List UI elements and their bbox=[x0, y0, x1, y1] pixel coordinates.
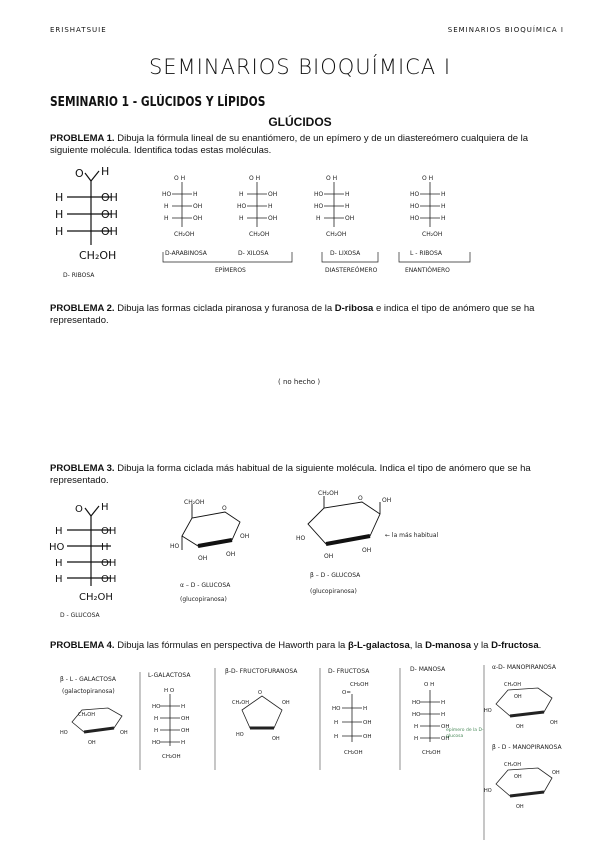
svg-text:HO: HO bbox=[332, 706, 341, 712]
svg-text:CH₂OH: CH₂OH bbox=[162, 754, 181, 760]
svg-text:H: H bbox=[441, 712, 446, 718]
svg-text:HO: HO bbox=[170, 543, 180, 550]
note-l-ribosa: L - RIBOSA bbox=[410, 250, 443, 257]
problem-4-label: PROBLEMA 4. bbox=[50, 640, 115, 651]
note-bl-galactosa: β - L - GALACTOSA bbox=[60, 676, 116, 683]
svg-text:HO: HO bbox=[152, 740, 161, 746]
note-diastereomero: DIASTEREÓMERO bbox=[325, 267, 378, 274]
section-heading: GLÚCIDOS bbox=[268, 115, 332, 129]
svg-text:H: H bbox=[55, 208, 64, 221]
note-d-fructosa: D- FRUCTOSA bbox=[328, 668, 370, 675]
svg-text:CH₂OH: CH₂OH bbox=[422, 231, 443, 238]
problem-4-bold1: β-L-galactosa bbox=[347, 640, 410, 651]
svg-text:OH: OH bbox=[441, 724, 450, 730]
svg-text:H: H bbox=[55, 574, 63, 585]
svg-text:OH: OH bbox=[240, 533, 250, 540]
svg-text:O H: O H bbox=[424, 682, 435, 688]
note-habitual: ← la más habitual bbox=[385, 532, 439, 539]
svg-text:H: H bbox=[316, 215, 321, 222]
header-course: SEMINARIOS BIOQUÍMICA I bbox=[447, 26, 564, 34]
problem-1-label: PROBLEMA 1. bbox=[50, 133, 115, 144]
svg-text:OH: OH bbox=[345, 215, 355, 222]
svg-text:O: O bbox=[75, 504, 83, 515]
note-enantiomero: ENANTIÓMERO bbox=[405, 267, 450, 274]
svg-text:H: H bbox=[181, 740, 186, 746]
svg-text:OH: OH bbox=[552, 770, 560, 776]
svg-text:H: H bbox=[193, 191, 198, 198]
svg-text:O: O bbox=[75, 167, 84, 180]
svg-text:H: H bbox=[181, 704, 186, 710]
svg-text:OH: OH bbox=[101, 208, 118, 221]
sketch-l-galactopyranose bbox=[60, 700, 133, 746]
problem-3-text: Dibuja la forma ciclada más habitual de la siguiente molécula. Indica el tipo de anómero que se ha representado. bbox=[50, 463, 531, 486]
note-d-manosa: D- MANOSA bbox=[410, 666, 446, 673]
svg-text:OH: OH bbox=[193, 215, 203, 222]
svg-text:OH: OH bbox=[550, 720, 558, 726]
svg-text:H: H bbox=[101, 542, 109, 553]
svg-text:O: O bbox=[222, 505, 227, 512]
svg-text:HO: HO bbox=[236, 732, 244, 738]
svg-text:CH₂OH: CH₂OH bbox=[504, 682, 521, 688]
svg-text:CH₂OH: CH₂OH bbox=[78, 712, 95, 718]
svg-text:H: H bbox=[441, 215, 446, 222]
svg-text:H: H bbox=[55, 526, 63, 537]
note-lixosa: D- LIXOSA bbox=[330, 250, 361, 257]
svg-text:H: H bbox=[154, 728, 159, 734]
svg-text:CH₂OH: CH₂OH bbox=[326, 231, 347, 238]
svg-text:CH₂OH: CH₂OH bbox=[422, 750, 441, 756]
svg-text:OH: OH bbox=[268, 191, 278, 198]
svg-text:OH: OH bbox=[101, 558, 117, 569]
svg-text:HO: HO bbox=[237, 203, 247, 210]
svg-text:HO: HO bbox=[152, 704, 161, 710]
svg-text:O H: O H bbox=[326, 175, 338, 182]
svg-text:O H: O H bbox=[422, 175, 434, 182]
note-alpha-sub: (glucopiranosa) bbox=[180, 596, 227, 603]
svg-text:CH₂OH: CH₂OH bbox=[504, 762, 521, 768]
problem-3-label: PROBLEMA 3. bbox=[50, 463, 115, 474]
note-no-hecho: ( no hecho ) bbox=[278, 378, 321, 386]
svg-text:OH: OH bbox=[226, 551, 236, 558]
svg-text:H: H bbox=[363, 706, 368, 712]
svg-text:H: H bbox=[101, 165, 110, 178]
problem-4-bold2: D-manosa bbox=[425, 640, 472, 651]
sketch-fructofuranose bbox=[232, 684, 302, 744]
svg-text:O H: O H bbox=[249, 175, 261, 182]
svg-text:OH: OH bbox=[324, 553, 334, 560]
problem-2-text-b: e indica el tipo de anómero que se ha representado. bbox=[50, 303, 535, 326]
svg-text:OH: OH bbox=[120, 730, 128, 736]
note-bd-fructofuranosa: β-D- FRUCTOFURANOSA bbox=[225, 668, 298, 675]
svg-text:CH₂OH: CH₂OH bbox=[249, 231, 270, 238]
problem-4-sep2: y la bbox=[473, 640, 489, 651]
svg-text:H: H bbox=[414, 724, 419, 730]
problem-2-label: PROBLEMA 2. bbox=[50, 303, 115, 314]
svg-text:HO: HO bbox=[410, 191, 420, 198]
svg-text:OH: OH bbox=[101, 225, 118, 238]
svg-text:CH₂OH: CH₂OH bbox=[318, 490, 339, 497]
svg-text:OH: OH bbox=[363, 734, 372, 740]
problem-4-sep1: , la bbox=[409, 640, 423, 651]
note-beta-glucosa: β – D - GLUCOSA bbox=[310, 572, 361, 579]
svg-text:H: H bbox=[164, 203, 169, 210]
svg-text:HO: HO bbox=[412, 700, 421, 706]
sketch-l-galactose-fischer bbox=[150, 684, 205, 764]
svg-text:H: H bbox=[55, 558, 63, 569]
note-xilosa: D- XILOSA bbox=[238, 250, 269, 257]
svg-text:H: H bbox=[345, 191, 350, 198]
note-arabinosa: D-ARABINOSA bbox=[165, 250, 207, 257]
svg-text:OH: OH bbox=[88, 740, 96, 746]
note-a-manopiranosa: α-D- MANOPIRANOSA bbox=[492, 664, 556, 671]
svg-text:OH: OH bbox=[362, 547, 372, 554]
svg-text:HO: HO bbox=[410, 203, 420, 210]
svg-text:H: H bbox=[345, 203, 350, 210]
seminar-heading: SEMINARIO 1 - GLÚCIDOS Y LÍPIDOS bbox=[50, 95, 266, 110]
page-title: SEMINARIOS BIOQUÍMICA I bbox=[148, 55, 452, 79]
svg-text:OH: OH bbox=[181, 728, 190, 734]
svg-text:OH: OH bbox=[193, 203, 203, 210]
svg-text:CH₂OH: CH₂OH bbox=[344, 750, 363, 756]
svg-text:H: H bbox=[334, 734, 339, 740]
svg-text:OH: OH bbox=[101, 191, 118, 204]
note-galactopiranosa: (galactopiranosa) bbox=[62, 688, 115, 695]
svg-text:OH: OH bbox=[268, 215, 278, 222]
sketch-d-mannose-fischer bbox=[410, 678, 470, 760]
svg-text:HO: HO bbox=[314, 203, 324, 210]
svg-text:OH: OH bbox=[181, 716, 190, 722]
svg-text:H: H bbox=[414, 736, 419, 742]
problem-4-bold3: D-fructosa bbox=[491, 640, 539, 651]
problem-4-end: . bbox=[538, 640, 542, 651]
svg-text:HO: HO bbox=[484, 708, 492, 714]
svg-text:OH: OH bbox=[282, 700, 290, 706]
problem-1-text: Dibuja la fórmula lineal de su enantiómero, de un epímero y de un diastereómero cualquiera de la siguiente molécula. Identifica todas estas moléculas. bbox=[50, 133, 529, 156]
problem-2-bold: D-ribosa bbox=[334, 303, 374, 314]
sketch-alpha-mannopyranose bbox=[484, 678, 570, 733]
svg-text:OH: OH bbox=[363, 720, 372, 726]
svg-text:O=: O= bbox=[342, 690, 351, 696]
sketch-beta-mannopyranose bbox=[484, 756, 570, 816]
svg-text:OH: OH bbox=[516, 804, 524, 810]
svg-text:OH: OH bbox=[198, 555, 208, 562]
note-epimero-glucosa: epímero de la D-glucosa bbox=[446, 728, 484, 739]
svg-text:CH₂OH: CH₂OH bbox=[184, 499, 205, 506]
svg-text:H: H bbox=[441, 700, 446, 706]
svg-text:HO: HO bbox=[60, 730, 68, 736]
problem-2-text-a: Dibuja las formas ciclada piranosa y furanosa de la bbox=[117, 303, 333, 314]
svg-text:CH₂OH: CH₂OH bbox=[174, 231, 195, 238]
note-d-glucosa: D - GLUCOSA bbox=[60, 612, 100, 619]
header-author: ERISHATSUIE bbox=[50, 26, 107, 34]
svg-text:O: O bbox=[258, 690, 262, 696]
note-b-manopiranosa: β - D - MANOPIRANOSA bbox=[492, 744, 562, 751]
svg-text:HO: HO bbox=[410, 215, 420, 222]
svg-text:H: H bbox=[239, 215, 244, 222]
note-d-ribosa: D- RIBOSA bbox=[63, 272, 95, 279]
svg-text:HO: HO bbox=[49, 542, 65, 553]
svg-text:H: H bbox=[55, 225, 64, 238]
note-beta-sub: (glucopiranosa) bbox=[310, 588, 357, 595]
svg-text:OH: OH bbox=[272, 736, 280, 742]
svg-text:CH₂OH: CH₂OH bbox=[79, 249, 117, 262]
svg-text:HO: HO bbox=[296, 535, 306, 542]
svg-text:H: H bbox=[268, 203, 273, 210]
svg-text:OH: OH bbox=[101, 574, 117, 585]
svg-text:CH₂OH: CH₂OH bbox=[350, 682, 369, 688]
svg-text:OH: OH bbox=[382, 497, 392, 504]
note-l-galactosa: L-GALACTOSA bbox=[148, 672, 191, 679]
svg-text:HO: HO bbox=[412, 712, 421, 718]
svg-text:O H: O H bbox=[174, 175, 186, 182]
note-epimeros: EPÍMEROS bbox=[215, 267, 246, 274]
svg-text:H: H bbox=[239, 191, 244, 198]
svg-text:CH₂OH: CH₂OH bbox=[79, 592, 113, 603]
svg-text:CH₂OH: CH₂OH bbox=[232, 700, 249, 706]
svg-text:H: H bbox=[334, 720, 339, 726]
svg-text:H: H bbox=[101, 502, 109, 513]
sketch-d-fructose-fischer bbox=[330, 680, 390, 762]
svg-text:OH: OH bbox=[441, 736, 450, 742]
svg-text:H: H bbox=[154, 716, 159, 722]
svg-text:OH: OH bbox=[514, 774, 522, 780]
svg-text:H: H bbox=[164, 215, 169, 222]
svg-text:H: H bbox=[441, 191, 446, 198]
note-alpha-glucosa: α – D - GLUCOSA bbox=[180, 582, 231, 589]
problem-4-text-a: Dibuja las fórmulas en perspectiva de Haworth para la bbox=[117, 640, 346, 651]
svg-text:H O: H O bbox=[164, 688, 175, 694]
svg-text:OH: OH bbox=[514, 694, 522, 700]
svg-text:HO: HO bbox=[162, 191, 172, 198]
svg-text:HO: HO bbox=[314, 191, 324, 198]
svg-text:OH: OH bbox=[516, 724, 524, 730]
svg-text:HO: HO bbox=[484, 788, 492, 794]
svg-text:OH: OH bbox=[101, 526, 117, 537]
svg-text:O: O bbox=[358, 495, 363, 502]
svg-text:H: H bbox=[441, 203, 446, 210]
svg-text:H: H bbox=[55, 191, 64, 204]
